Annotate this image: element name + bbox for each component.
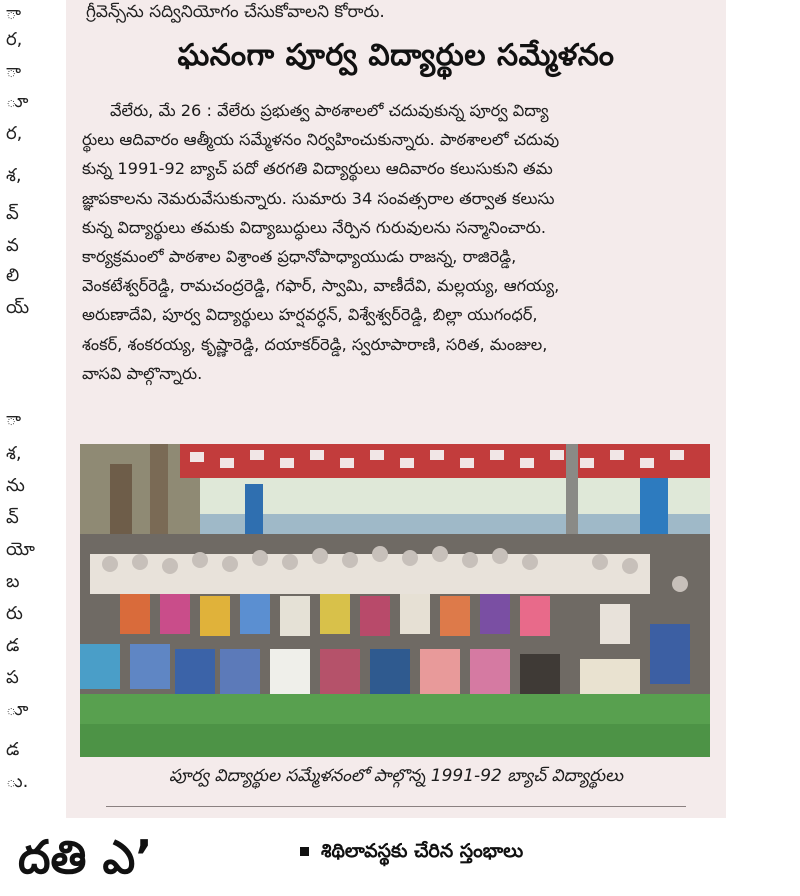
column-fragment-text: శ,	[6, 165, 22, 186]
column-fragment-text: ూ	[6, 91, 29, 112]
body-line: కున్న 1991-92 బ్యాచ్ పదో తరగతి విద్యార్థులు ఆదివారం కలుసుకుని తమ	[82, 159, 553, 179]
column-fragment-text: య్	[6, 297, 30, 318]
body-line: ర్థులు ఆదివారం ఆత్మీయ సమ్మేళనం నిర్వహించుకున్నారు. పాఠశాలలో చదువు	[82, 130, 560, 150]
column-fragment-text: ను	[6, 475, 25, 496]
next-article-bullet	[300, 840, 523, 867]
news-article	[66, 0, 726, 818]
column-fragment-text: ప	[6, 667, 19, 688]
body-line: శంకర్, శంకరయ్య, కృష్ణారెడ్డి, దయాకర్‌రెడ్డి, స్వరూపారాణి, సరిత, మంజుల,	[82, 334, 548, 354]
column-fragment-text: బ	[6, 571, 20, 592]
column-fragment-text: ా	[6, 61, 22, 82]
article-headline: ఘనంగా పూర్వ విద్యార్థుల సమ్మేళనం	[177, 38, 615, 73]
column-fragment-text: ర,	[6, 29, 23, 50]
column-fragment-text: యో	[6, 539, 35, 560]
body-line: వేలేరు, మే 26 : వేలేరు ప్రభుత్వ పాఠశాలలో చదువుకున్న పూర్వ విద్యా	[110, 101, 549, 120]
column-fragment-text: డ	[6, 739, 20, 760]
body-line: జ్ఞాపకాలను నెమరువేసుకున్నారు. సుమారు 34 సంవత్సరాల తర్వాత కలుసు	[82, 188, 555, 208]
body-line: వాసవి పాల్గొన్నారు.	[82, 363, 203, 383]
column-fragment-text: ర,	[6, 123, 23, 144]
body-line: అరుణాదేవి, పూర్వ విద్యార్థులు హర్షవర్ధన్, విశ్వేశ్వర్‌రెడ్డి, బిల్లా యుగంధర్,	[82, 305, 538, 325]
bullet-square-icon	[300, 847, 309, 856]
next-article-bullet-text: శిథిలావస్థకు చేరిన స్తంభాలు	[321, 840, 524, 862]
photo-caption: పూర్వ విద్యార్థుల సమ్మేళనంలో పాల్గొన్న 1991-92 బ్యాచ్ విద్యార్థులు	[168, 766, 624, 786]
adjacent-column-fragment	[0, 0, 40, 810]
column-fragment-text: వ్	[6, 507, 19, 528]
caption-divider	[106, 806, 686, 807]
column-fragment-text: లి	[6, 265, 20, 286]
column-fragment-text: వ	[6, 235, 19, 256]
column-fragment-text: ు.	[6, 771, 29, 792]
column-fragment-text: ూ	[6, 699, 29, 720]
column-fragment-text: శ,	[6, 443, 22, 464]
group-photo	[80, 444, 710, 757]
column-fragment-text: ా	[6, 409, 22, 430]
column-fragment-text: ా	[6, 3, 22, 24]
body-line: కున్న విద్యార్థులు తమకు విద్యాబుద్ధులు నేర్పిన గురువులను సన్మానించారు.	[82, 217, 546, 237]
column-fragment-text: రు	[6, 603, 23, 624]
body-line: కార్యక్రమంలో పాఠశాల విశ్రాంత ప్రధానోపాధ్యాయుడు రాజన్న, రాజిరెడ్డి,	[82, 247, 517, 267]
previous-article-line: గ్రీవెన్స్‌ను సద్వినియోగం చేసుకోవాలని కోరారు.	[86, 2, 385, 22]
next-article-heading: దతి ఎ’	[18, 830, 153, 884]
body-line: వెంకటేశ్వర్‌రెడ్డి, రామచంద్రరెడ్డి, గఫార్, స్వామి, వాణీదేవి, మల్లయ్య, ఆగయ్య,	[82, 276, 560, 296]
article-body	[82, 96, 712, 388]
column-fragment-text: డ	[6, 635, 20, 656]
column-fragment-text: వ్	[6, 203, 19, 224]
